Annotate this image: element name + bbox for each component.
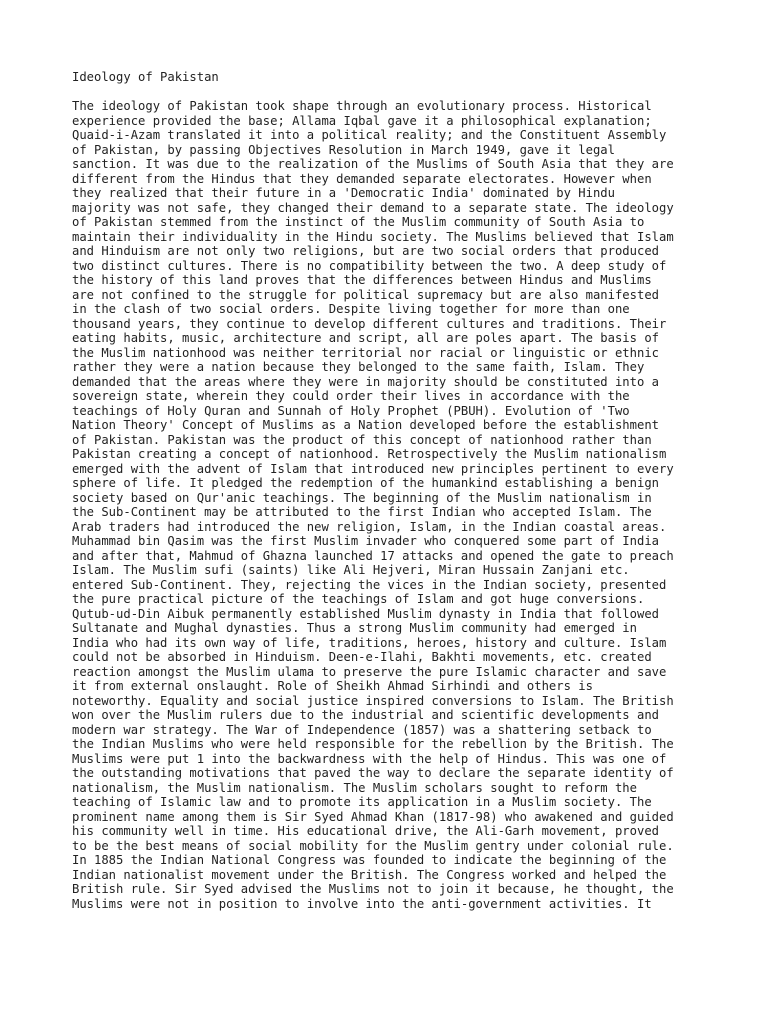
document-line: Muslims were not in position to involve into the anti-government activities. It bbox=[72, 896, 652, 911]
document-line: nationalism, the Muslim nationalism. The Muslim scholars sought to reform the bbox=[72, 780, 637, 795]
document-line: it from external onslaught. Role of Sheikh Ahmad Sirhindi and others is bbox=[72, 679, 593, 693]
document-line: Nation Theory' Concept of Muslims as a Nation developed before the establishment bbox=[72, 418, 659, 432]
document-line: could not be absorbed in Hinduism. Deen-e-Ilahi, Bakhti movements, etc. created bbox=[72, 650, 652, 664]
document-line: and Hinduism are not only two religions, but are two social orders that produced bbox=[72, 244, 659, 258]
document-line: eating habits, music, architecture and script, all are poles apart. The basis of bbox=[72, 331, 659, 345]
document-line: modern war strategy. The War of Independence (1857) was a shattering setback to bbox=[72, 722, 652, 737]
document-line: Muhammad bin Qasim was the first Muslim invader who conquered some part of India bbox=[72, 534, 659, 548]
document-line: won over the Muslim rulers due to the industrial and scientific developments and bbox=[72, 708, 659, 722]
document-line: society based on Qur'anic teachings. The beginning of the Muslim nationalism in bbox=[72, 490, 652, 505]
document-line: the history of this land proves that the differences between Hindus and Muslims bbox=[72, 273, 652, 287]
document-line: Pakistan creating a concept of nationhood. Retrospectively the Muslim nationalism bbox=[72, 447, 667, 461]
document-line: Arab traders had introduced the new religion, Islam, in the Indian coastal areas. bbox=[72, 519, 667, 534]
document-line: two distinct cultures. There is no compatibility between the two. A deep study of bbox=[72, 258, 667, 273]
document-line: thousand years, they continue to develop different cultures and traditions. Their bbox=[72, 316, 667, 331]
document-line: British rule. Sir Syed advised the Muslims not to join it because, he thought, the bbox=[72, 882, 674, 896]
document-line: India who had its own way of life, traditions, heroes, history and culture. Islam bbox=[72, 635, 667, 650]
document-line: his community well in time. His educational drive, the Ali-Garh movement, proved bbox=[72, 824, 659, 838]
document-line: the Sub-Continent may be attributed to the first Indian who accepted Islam. The bbox=[72, 505, 652, 519]
document-line: entered Sub-Continent. They, rejecting the vices in the Indian society, presented bbox=[72, 577, 667, 592]
document-line: the outstanding motivations that paved the way to declare the separate identity of bbox=[72, 766, 674, 780]
document-line: of Pakistan, by passing Objectives Resolution in March 1949, gave it legal bbox=[72, 142, 615, 157]
document-line: they realized that their future in a 'Democratic India' dominated by Hindu bbox=[72, 186, 615, 200]
document-line: the Indian Muslims who were held responsible for the rebellion by the British. The bbox=[72, 737, 674, 751]
document-line: Muslims were put 1 into the backwardness with the help of Hindus. This was one of bbox=[72, 751, 667, 766]
document-line: sphere of life. It pledged the redemption of the humankind establishing a benign bbox=[72, 476, 659, 490]
document-line: and after that, Mahmud of Ghazna launched 17 attacks and opened the gate to preach bbox=[72, 548, 674, 563]
document-line: Islam. The Muslim sufi (saints) like Ali Hejveri, Miran Hussain Zanjani etc. bbox=[72, 563, 630, 577]
document-line: Indian nationalist movement under the British. The Congress worked and helped the bbox=[72, 867, 667, 882]
document-line: of Pakistan stemmed from the instinct of the Muslim community of South Asia to bbox=[72, 215, 645, 229]
document-line: of Pakistan. Pakistan was the product of this concept of nationhood rather than bbox=[72, 432, 652, 447]
document-line: sanction. It was due to the realization of the Muslims of South Asia that they are bbox=[72, 157, 674, 171]
document-line: reaction amongst the Muslim ulama to preserve the pure Islamic character and save bbox=[72, 664, 667, 679]
document-line: In 1885 the Indian National Congress was founded to indicate the beginning of the bbox=[72, 853, 667, 867]
document-line: maintain their individuality in the Hindu society. The Muslims believed that Islam bbox=[72, 229, 674, 244]
document-line: The ideology of Pakistan took shape through an evolutionary process. Historical bbox=[72, 99, 652, 113]
document-line: in the clash of two social orders. Despite living together for more than one bbox=[72, 302, 630, 316]
document-line: emerged with the advent of Islam that introduced new principles pertinent to every bbox=[72, 461, 674, 476]
document-body bbox=[72, 99, 712, 911]
document-line: demanded that the areas where they were in majority should be constituted into a bbox=[72, 374, 659, 389]
document-title: Ideology of Pakistan bbox=[72, 70, 219, 84]
document-line: experience provided the base; Allama Iqbal gave it a philosophical explanation; bbox=[72, 113, 652, 128]
document-line: to be the best means of social mobility for the Muslim gentry under colonial rule. bbox=[72, 838, 674, 853]
document-line: sovereign state, wherein they could order their lives in accordance with the bbox=[72, 389, 630, 403]
document-line: teachings of Holy Quran and Sunnah of Holy Prophet (PBUH). Evolution of 'Two bbox=[72, 403, 630, 418]
document-line: teaching of Islamic law and to promote its application in a Muslim society. The bbox=[72, 795, 652, 809]
document-line: majority was not safe, they changed their demand to a separate state. The ideology bbox=[72, 200, 674, 215]
document-line: rather they were a nation because they belonged to the same faith, Islam. They bbox=[72, 360, 645, 374]
document-line: are not confined to the struggle for political supremacy but are also manifested bbox=[72, 287, 659, 302]
document-line: the pure practical picture of the teachings of Islam and got huge conversions. bbox=[72, 592, 645, 606]
document-line: Quaid-i-Azam translated it into a political reality; and the Constituent Assembly bbox=[72, 128, 667, 142]
document-line: Sultanate and Mughal dynasties. Thus a strong Muslim community had emerged in bbox=[72, 621, 637, 635]
document-line: Qutub-ud-Din Aibuk permanently established Muslim dynasty in India that followed bbox=[72, 606, 659, 621]
document-line: prominent name among them is Sir Syed Ahmad Khan (1817-98) who awakened and guided bbox=[72, 809, 674, 824]
document-line: noteworthy. Equality and social justice inspired conversions to Islam. The British bbox=[72, 693, 674, 708]
document-line: the Muslim nationhood was neither territorial nor racial or linguistic or ethnic bbox=[72, 345, 659, 360]
document-line: different from the Hindus that they demanded separate electorates. However when bbox=[72, 171, 652, 186]
